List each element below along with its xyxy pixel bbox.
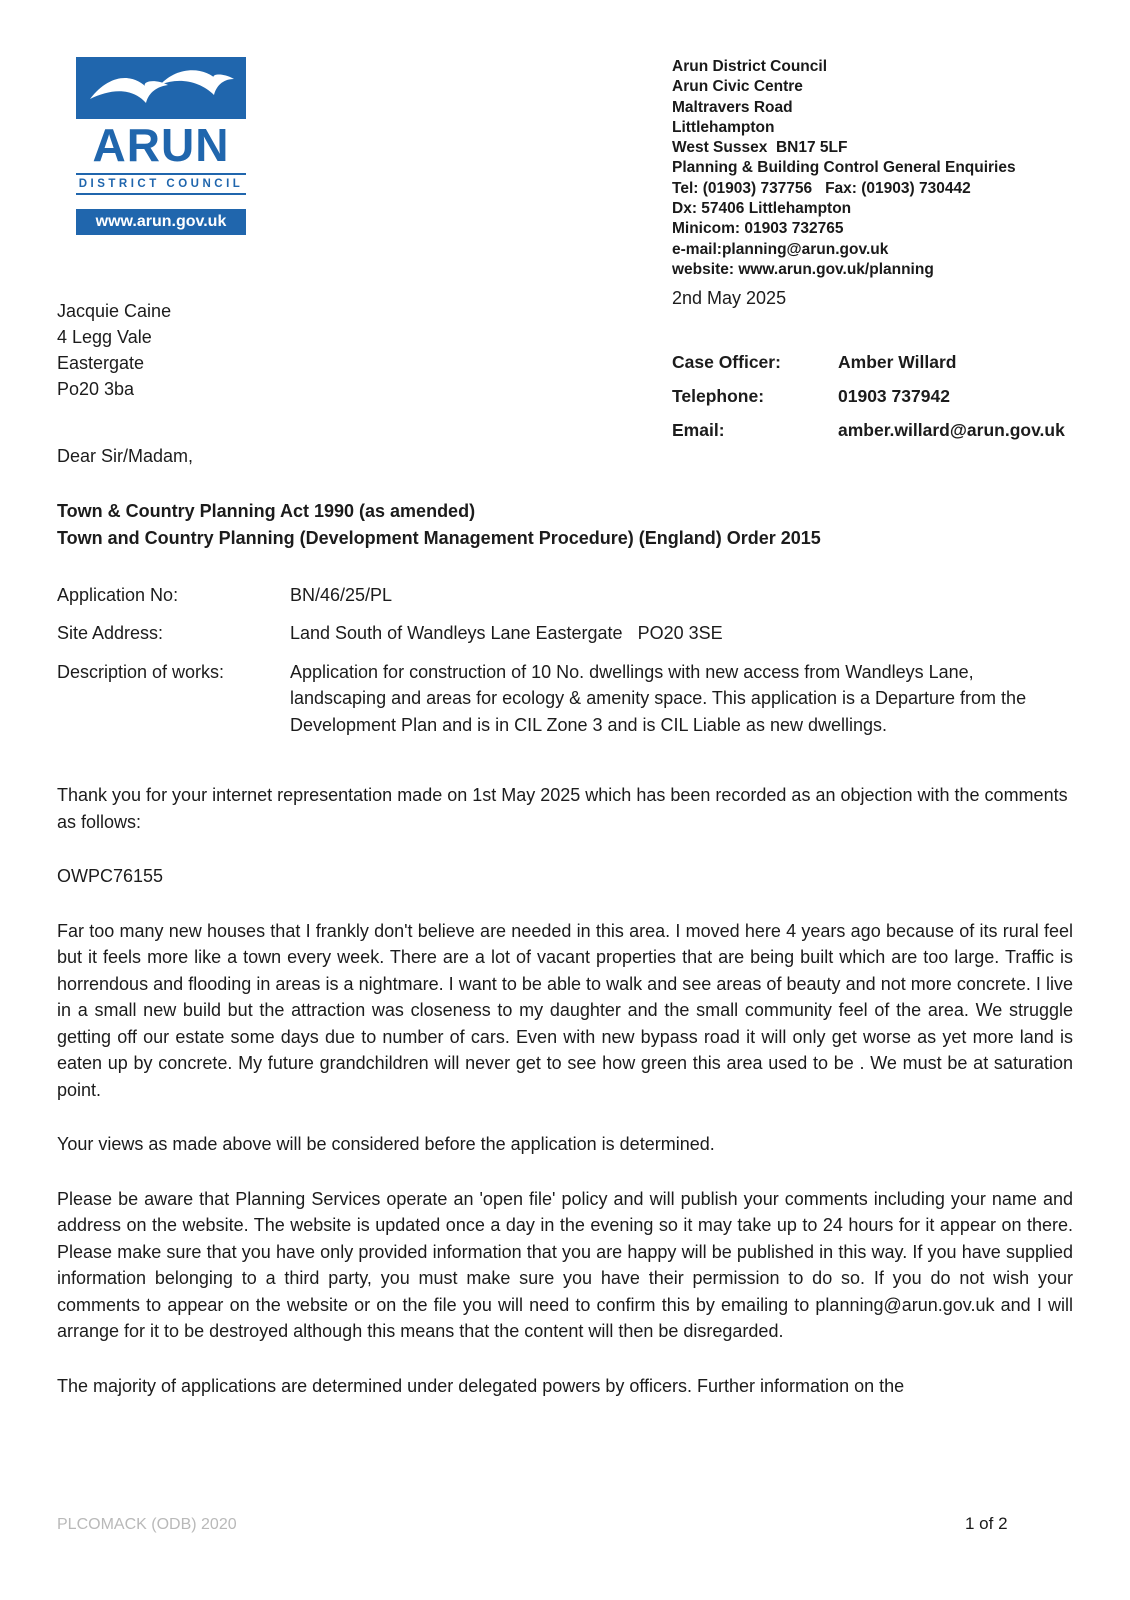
description-label: Description of works:: [57, 661, 225, 682]
recipient-address: [57, 298, 171, 402]
address-line: Littlehampton: [672, 118, 775, 136]
footer-document-code: PLCOMACK (ODB) 2020: [57, 1516, 237, 1533]
description-value: Application for construction of 10 No. dwellings with new access from Wandleys Lane, landscaping and areas for ecology & amenity space. This application is a Departure from the Development Plan and is in CIL Zone 3 and is CIL Liable as new dwellings.: [290, 661, 1027, 735]
act-heading: [57, 498, 1073, 552]
application-no-label: Application No:: [57, 584, 179, 605]
paragraph-thanks: Thank you for your internet representation made on 1st May 2025 which has been recorded as an objection with the comments as follows:: [57, 785, 1068, 832]
recipient-line: Eastergate: [57, 353, 145, 373]
reference-code: OWPC76155: [57, 866, 164, 886]
site-address-value: Land South of Wandleys Lane Eastergate PO20 3SE: [290, 623, 723, 643]
address-line: Arun Civic Centre: [672, 78, 803, 96]
paragraph-majority: The majority of applications are determined under delegated powers by officers. Further information on the: [57, 1375, 905, 1396]
application-no-row: [57, 582, 1073, 609]
recipient-line: 4 Legg Vale: [57, 327, 152, 347]
act-line-1: Town & Country Planning Act 1990 (as amended): [57, 500, 476, 521]
address-line: Tel: (01903) 737756 Fax: (01903) 730442: [672, 179, 971, 197]
recipient-line: Po20 3ba: [57, 379, 135, 399]
recipient-line: Jacquie Caine: [57, 301, 172, 321]
address-line: West Sussex BN17 5LF: [672, 139, 848, 157]
application-details: [57, 582, 1073, 739]
telephone-value: 01903 737942: [838, 386, 950, 406]
address-line: Dx: 57406 Littlehampton: [672, 200, 852, 218]
page-number: 1 of 2: [965, 1514, 1008, 1533]
case-officer-block: [672, 352, 1102, 441]
email-label: Email:: [672, 420, 725, 440]
council-address-block: [672, 57, 1102, 280]
letter-body: [57, 443, 1073, 1427]
logo-sub-text: DISTRICT COUNCIL: [76, 173, 246, 195]
case-officer-value: Amber Willard: [838, 352, 957, 372]
address-line: Planning & Building Control General Enquiries: [672, 159, 1016, 177]
act-line-2: Town and Country Planning (Development Management Procedure) (England) Order 2015: [57, 527, 821, 548]
paragraph-views: Your views as made above will be considered before the application is determined.: [57, 1134, 715, 1154]
email-value: amber.willard@arun.gov.uk: [838, 420, 1065, 440]
logo-brand-text: ARUN: [92, 119, 230, 171]
site-address-label: Site Address:: [57, 623, 164, 643]
description-row: [57, 659, 1073, 739]
site-address-row: [57, 620, 1073, 647]
seagulls-icon: [76, 57, 246, 119]
salutation: Dear Sir/Madam,: [57, 446, 194, 466]
paragraph-open-file: Please be aware that Planning Services operate an 'open file' policy and will publish your comments including your name and address on the website. The website is updated once a day in the evening so it may take up to 24 hours for it appear on there. Please make sure that you have only provided information that you are happy will be published in this way. If you have supplied information belonging to a third party, you must make sure you have their permission to do so. If you do not wish your comments to appear on the website or on the file you will need to confirm this by emailing to planning@arun.gov.uk and I will arrange for it to be destroyed although this means that the content will then be disregarded.: [57, 1188, 1073, 1341]
council-logo: [76, 57, 246, 235]
address-line: Maltravers Road: [672, 98, 793, 116]
paragraph-comments: Far too many new houses that I frankly don't believe are needed in this area. I moved here 4 years ago because of its rural feel but it feels more like a town every week. There are a lot of vacant properties that are being built which are too large. Traffic is horrendous and flooding in areas is a nightmare. I want to be able to walk and see areas of beauty and not more concrete. I live in a small new build but the attraction was closeness to my daughter and the small community feel of the area. We struggle getting off our estate some days due to number of cars. Even with new bypass road it will only get worse as yet more land is eaten up by concrete. My future grandchildren will never get to see how green this area used to be . We must be at saturation point.: [57, 920, 1073, 1100]
logo-website-banner: www.arun.gov.uk: [76, 209, 246, 235]
address-line: website: www.arun.gov.uk/planning: [672, 260, 934, 278]
telephone-label: Telephone:: [672, 386, 765, 406]
address-line: Minicom: 01903 732765: [672, 220, 844, 238]
address-line: Arun District Council: [672, 58, 828, 75]
letter-date: 2nd May 2025: [672, 288, 787, 308]
address-line: e-mail:planning@arun.gov.uk: [672, 240, 889, 258]
application-no-value: BN/46/25/PL: [290, 584, 393, 605]
case-officer-label: Case Officer:: [672, 352, 781, 372]
